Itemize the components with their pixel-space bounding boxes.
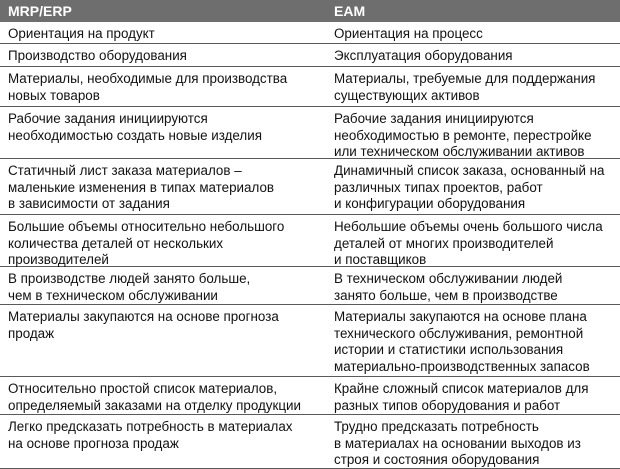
eam-cell: В техническом обслуживании людей занято больше, чем в производстве	[334, 271, 563, 303]
eam-cell: Трудно предсказать потребность в материалах на основании выходов из строя и состояния оборудования	[334, 419, 581, 467]
mrp-cell: Рабочие задания инициируются необходимостью создать новые изделия	[8, 111, 262, 143]
table-row	[0, 67, 620, 107]
mrp-cell: Производство оборудования	[8, 48, 187, 63]
mrp-cell: Относительно простой список материалов, определяемый заказами на отделку продукции	[8, 381, 301, 413]
eam-cell: Ориентация на процесс	[334, 26, 483, 41]
table-row	[0, 22, 620, 44]
eam-cell: Материалы, требуемые для поддержания существующих активов	[334, 71, 596, 103]
table-row	[0, 415, 620, 469]
eam-cell: Динамичный список заказа, основанный на различных типах проектов, работ и конфигурации оборудования	[334, 163, 605, 211]
table-row	[0, 305, 620, 377]
eam-cell: Эксплуатация оборудования	[334, 48, 513, 63]
table-row	[0, 107, 620, 159]
eam-cell: Материалы закупаются на основе плана технического обслуживания, ремонтной истории и статистики использования материально-производственных запасов	[334, 309, 590, 374]
mrp-cell: Ориентация на продукт	[8, 26, 155, 41]
mrp-cell: В производстве людей занято больше, чем в техническом обслуживании	[8, 271, 251, 303]
mrp-cell: Материалы закупаются на основе прогноза продаж	[8, 309, 279, 341]
eam-cell: Небольшие объемы очень большого числа деталей от многих производителей и поставщиков	[334, 219, 603, 267]
table-row	[0, 44, 620, 67]
table-row	[0, 267, 620, 305]
table-row	[0, 159, 620, 215]
header-mrp-erp: MRP/ERP	[8, 3, 72, 19]
table-row	[0, 377, 620, 415]
header-eam: EAM	[334, 3, 366, 19]
mrp-cell: Большие объемы относительно небольшого количества деталей от нескольких производителей	[8, 219, 285, 267]
eam-cell: Рабочие задания инициируются необходимостью в ремонте, перестройке или техническом обслуживании активов	[334, 111, 592, 159]
eam-cell: Крайне сложный список материалов для разных типов оборудования и работ	[334, 381, 589, 413]
mrp-cell: Статичный лист заказа материалов – маленькие изменения в типах материалов в зависимости от задания	[8, 163, 275, 211]
table-header	[0, 0, 620, 22]
mrp-cell: Материалы, необходимые для производства новых товаров	[8, 71, 288, 103]
table-row	[0, 215, 620, 267]
mrp-cell: Легко предсказать потребность в материалах на основе прогноза продаж	[8, 419, 293, 451]
